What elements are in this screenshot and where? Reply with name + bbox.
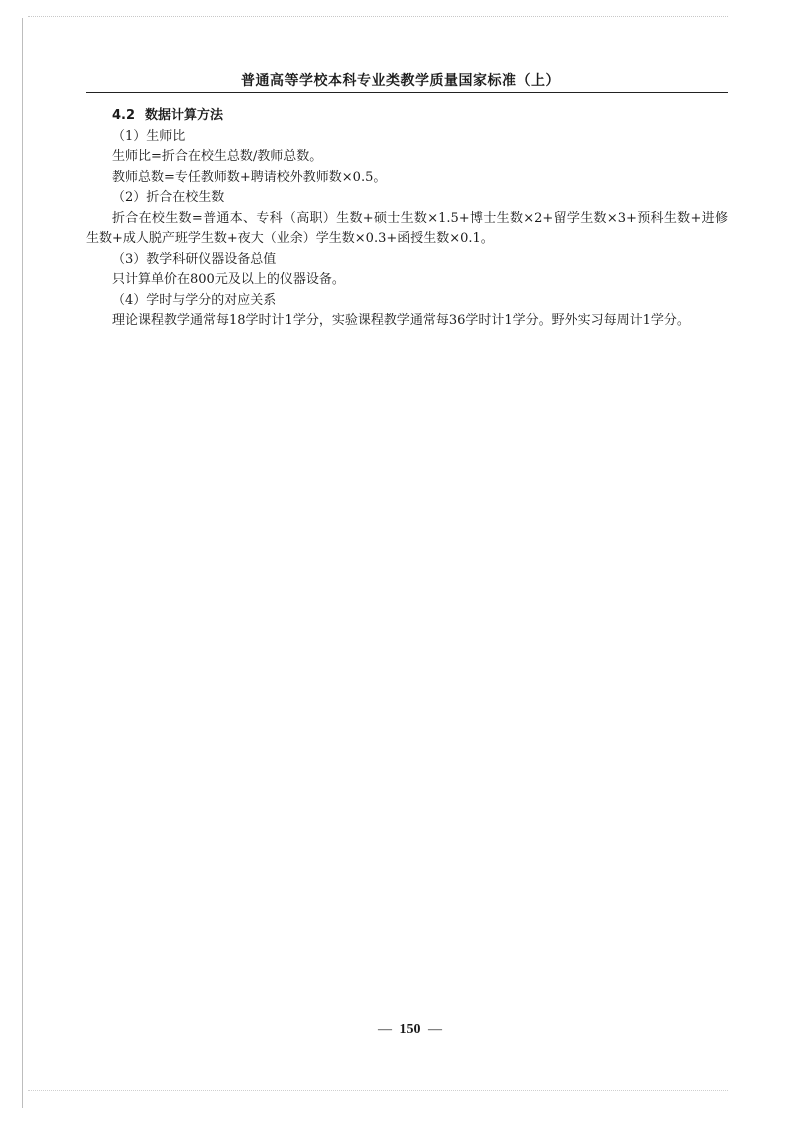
subheading-hours-credits: （4）学时与学分的对应关系 [112,292,277,308]
header-rule [86,92,728,93]
subheading-equipment-value: （3）教学科研仪器设备总值 [112,251,277,267]
subheading-student-teacher-ratio: （1）生师比 [112,128,186,144]
paragraph-equipment-rule: 只计算单价在800元及以上的仪器设备。 [112,272,345,287]
paragraph-teacher-total-formula: 教师总数=专任教师数+聘请校外教师数×0.5。 [112,169,387,185]
page-number-dash-left: — [378,1022,392,1037]
section-title: 数据计算方法 [145,108,224,123]
section-heading [86,106,728,127]
page-number-value: 150 [399,1022,421,1037]
page-body [86,106,728,332]
scan-edge-line [22,18,23,1108]
running-header: 普通高等学校本科专业类教学质量国家标准（上） [241,73,560,89]
paragraph-equivalent-students-formula: 折合在校生数=普通本、专科（高职）生数+硕士生数×1.5+博士生数×2+留学生数×3+预科生数+进修生数+成人脱产班学生数+夜大（业余）学生数×0.3+函授生数×0.1。 [86,210,728,246]
section-number: 4.2 [112,108,136,123]
page-number-dash-right: — [428,1022,442,1037]
page-number [0,1022,794,1038]
scan-top-artifact [28,16,728,19]
paragraph-ratio-formula: 生师比=折合在校生总数/教师总数。 [112,149,323,164]
paragraph-hours-credits-rule: 理论课程教学通常每18学时计1学分，实验课程教学通常每36学时计1学分。野外实习每周计1学分。 [112,313,690,328]
subheading-equivalent-students: （2）折合在校生数 [112,190,225,205]
scan-bottom-artifact [28,1090,728,1093]
